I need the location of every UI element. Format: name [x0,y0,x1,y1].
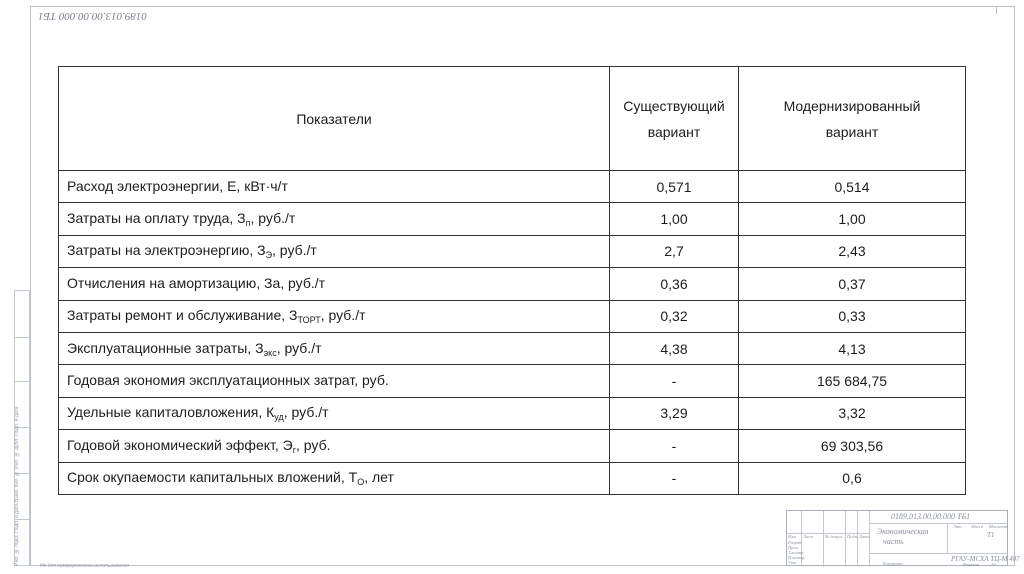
row-label: Разраб. [788,540,803,545]
row-name [59,171,610,203]
row-label: Отчисления на амортизацию, За, руб./т [67,274,326,291]
row-existing-value: - [610,430,739,462]
table-row [59,235,966,267]
row-label: Затраты ремонт и обслуживание, З [67,307,298,324]
table-row [59,462,966,494]
title-block-section-line2: часть [883,537,904,546]
corner-document-code: 0189.013.00.00.000 ТБ1 [38,10,147,22]
title-block-line [869,511,870,567]
row-label-sub: ТОРТ [297,315,321,326]
row-name [59,268,610,300]
col-label: Дата [859,534,870,539]
row-label: Расход электроэнергии, Е, кВт·ч/т [67,177,288,194]
title-block-organization: РГАУ-МСХА ТЦ-М 407 [951,555,1020,563]
header-modernized-line1: Модернизированный [783,97,921,114]
row-name [59,462,610,494]
copied-label: Копировал [883,561,904,566]
row-label-tail: , руб./т [272,242,317,259]
row-label-tail: , руб. [296,436,331,453]
row-name [59,365,610,397]
row-modernized-value: 1,00 [739,203,966,235]
header-modernized [739,67,966,171]
format-value: А1 [991,562,996,567]
sign-label: Масштаб [989,524,1009,529]
sign-label: Масса [971,524,984,529]
row-label: Затраты на электроэнергию, З [67,242,266,259]
row-name [59,300,610,332]
title-block-line [823,511,824,567]
header-indicator: Показатели [59,67,610,171]
table-row [59,332,966,364]
col-label: Подп. [847,534,859,539]
row-name [59,203,610,235]
title-block-sheet: Т1 [987,531,995,539]
header-existing [610,67,739,171]
left-margin-text: Инв. № подл. Подп. и дата Взам. инв. № Инв. № дубл. Подп. и дата [14,406,20,566]
row-modernized-value: 0,37 [739,268,966,300]
row-label: Эксплуатационные затраты, З [67,339,264,356]
row-modernized-value: 4,13 [739,332,966,364]
table-row [59,171,966,203]
table-header-row [59,67,966,171]
indicators-table [58,66,966,495]
row-modernized-value: 69 303,56 [739,430,966,462]
row-label: Затраты на оплату труда, З [67,210,246,227]
bottom-note: Не для коммерческого использования [40,563,129,569]
title-block [786,510,1020,567]
table-row [59,430,966,462]
row-label: Годовая экономия эксплуатационных затрат, руб. [67,372,389,389]
row-existing-value: 0,36 [610,268,739,300]
row-name [59,397,610,429]
format-label: Формат [963,562,980,567]
row-modernized-value: 0,514 [739,171,966,203]
row-label-sub: экс [263,347,277,358]
row-label-tail: , руб./т [250,210,296,227]
row-existing-value: 3,29 [610,397,739,429]
row-existing-value: 1,00 [610,203,739,235]
title-block-code: 0189.013.00.00.000 ТБ1 [891,512,971,521]
row-existing-value: 0,32 [610,300,739,332]
row-label-tail: , руб./т [320,307,366,324]
header-modernized-line2: вариант [825,123,879,140]
row-label-sub: Э [265,250,273,261]
row-name [59,430,610,462]
sign-label: Лит. [953,524,963,529]
row-modernized-value: 3,32 [739,397,966,429]
table-row [59,365,966,397]
table-row [59,397,966,429]
frame-corner-mark [996,6,1015,14]
title-block-line [857,511,858,567]
title-block-line [845,511,846,567]
row-modernized-value: 0,6 [739,462,966,494]
row-modernized-value: 0,33 [739,300,966,332]
row-label: Удельные капиталовложения, К [67,404,275,421]
row-label: Т.контр. [788,550,805,555]
col-label: Изм [788,534,796,539]
title-block-line [947,523,948,553]
row-label: Срок окупаемости капитальных вложений, Т [67,469,358,486]
row-label: Утв. [788,560,798,565]
row-label: Н.контр. [788,555,806,560]
title-block-line [869,553,1007,554]
table-row [59,268,966,300]
table-row [59,300,966,332]
header-existing-line1: Существующий [623,97,725,114]
row-label: Пров. [788,545,799,550]
row-label-tail: , руб./т [283,404,329,421]
row-modernized-value: 165 684,75 [739,365,966,397]
col-label: Лист [803,534,814,539]
title-block-line [869,523,1007,524]
row-existing-value: - [610,462,739,494]
row-label-tail: , руб./т [276,339,322,356]
row-label-sub: О [357,477,365,488]
row-existing-value: - [610,365,739,397]
row-existing-value: 2,7 [610,235,739,267]
row-label: Годовой экономический эффект, Э [67,436,293,453]
col-label: № докум. [825,534,843,539]
table-row [59,203,966,235]
row-label-sub: уд [274,412,284,423]
header-existing-line2: вариант [647,123,701,140]
row-name [59,235,610,267]
row-existing-value: 4,38 [610,332,739,364]
row-label-sub: г [292,444,297,455]
row-existing-value: 0,571 [610,171,739,203]
row-name [59,332,610,364]
row-label-tail: , лет [364,469,394,486]
row-label-sub: п [245,218,251,229]
title-block-section-line1: Экономическая [877,527,929,536]
row-modernized-value: 2,43 [739,235,966,267]
